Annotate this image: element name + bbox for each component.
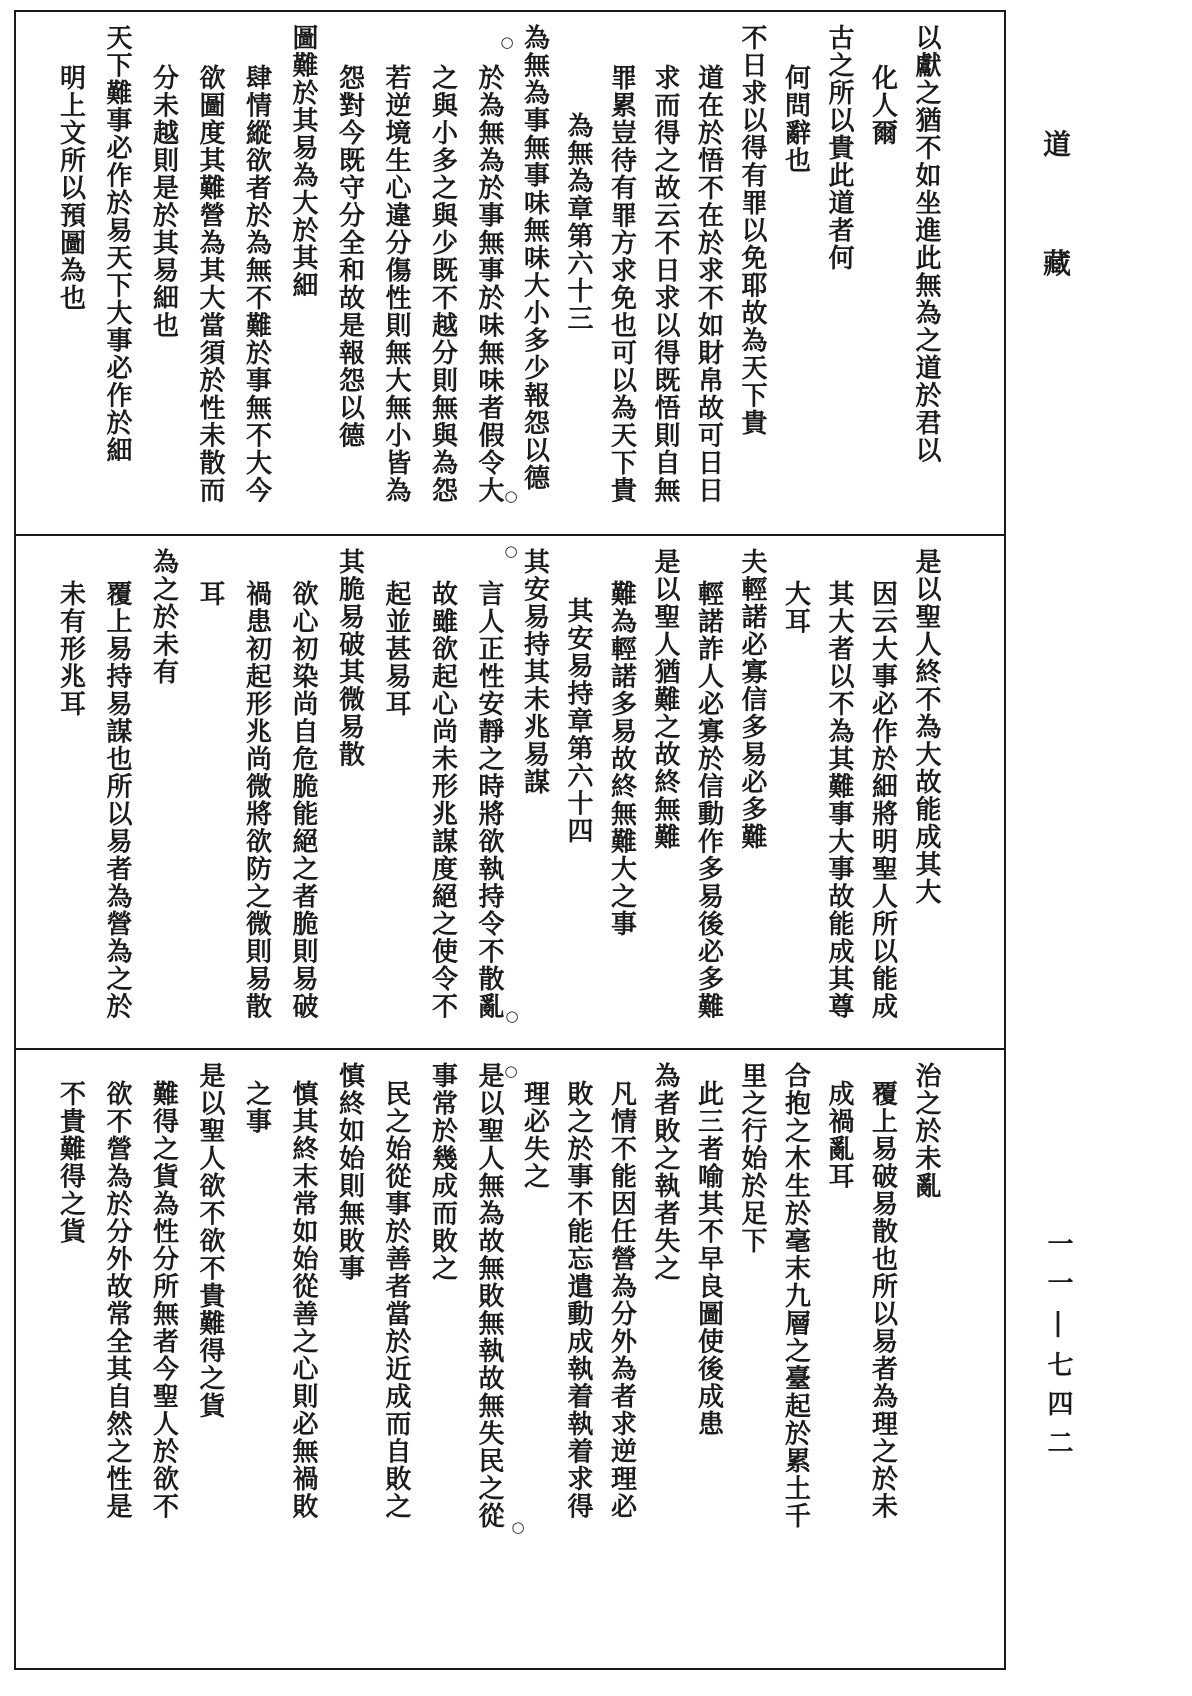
column-group: [47, 12, 947, 534]
text-column: 不貴難得之貨: [55, 1080, 86, 1245]
text-column: 成禍亂耳: [824, 1080, 854, 1190]
text-column: 於為無為於事無事於味無味者假令大: [474, 64, 504, 504]
text-column: 天下難事必作於易天下大事必作於細: [102, 24, 132, 464]
chapter-title: 其安易持章第六十四: [563, 597, 593, 845]
column-group: [47, 1050, 947, 1668]
text-column: 求而得之故云不日求以得既悟則自無: [650, 64, 680, 504]
text-column: 合抱之木生於毫末九層之臺起於累土千: [780, 1062, 811, 1530]
text-column: 大耳: [780, 580, 811, 635]
text-column: 其安易持其未兆易謀: [519, 548, 550, 796]
text-panel: [16, 536, 1004, 1050]
text-column: 覆上易持易謀也所以易者為營為之於: [102, 580, 132, 1020]
text-column: 欲不營為於分外故常全其自然之性是: [102, 1080, 132, 1520]
text-panel: [16, 1050, 1004, 1668]
text-column: 難為輕諾多易故終無難大之事: [606, 580, 637, 938]
text-column: 慎終如始則無敗事: [334, 1062, 365, 1282]
page-frame: [14, 10, 1006, 1670]
chapter-title: 為無為章第六十三: [563, 112, 593, 332]
text-column: 禍患初起形兆尚微將欲防之微則易散: [241, 580, 272, 1020]
column-group: [47, 536, 947, 1048]
text-column: 為之於未有: [148, 548, 179, 686]
text-column: 是以聖人終不為大故能成其大: [911, 548, 941, 906]
text-column: 起並甚易耳: [381, 580, 411, 718]
text-column: 難得之貨為性分所無者今聖人於欲不: [148, 1080, 179, 1520]
running-title-char: 藏: [1043, 247, 1072, 280]
text-column: 為者敗之執者失之: [650, 1062, 680, 1282]
text-column: 覆上易破易散也所以易者為理之於未: [867, 1080, 898, 1520]
text-column: 明上文所以預圖為也: [55, 64, 86, 312]
text-column: 欲圖度其難營為其大當須於性未散而: [195, 64, 225, 504]
text-column: 怨對今既守分全和故是報怨以德: [334, 64, 365, 449]
text-column: 圖難於其易為大於其細: [288, 24, 318, 299]
text-column: 因云大事必作於細將明聖人所以能成: [867, 580, 898, 1020]
circle-mark: ○: [504, 542, 518, 560]
text-column: 故雖欲起心尚未形兆謀度絕之使令不: [427, 580, 458, 1020]
text-column: 古之所以貴此道者何: [824, 24, 854, 272]
text-column: 此三者喻其不早良圖使後成患: [693, 1080, 724, 1438]
text-column: 事常於幾成而敗之: [427, 1062, 458, 1282]
text-column: 分未越則是於其易細也: [148, 64, 179, 339]
circle-mark: ○: [511, 1518, 525, 1536]
text-panel: [16, 12, 1004, 536]
text-column: 何問辭也: [780, 64, 811, 174]
text-column: 之與小多之與少既不越分則無與為怨: [427, 64, 458, 504]
text-column: 耳: [195, 580, 225, 608]
text-column: 以獻之猶不如坐進此無為之道於君以: [911, 24, 941, 464]
circle-mark: ○: [504, 1062, 518, 1080]
text-column: 夫輕諾必寡信多易必多難: [737, 548, 767, 851]
text-column: 民之始從事於善者當於近成而自敗之: [381, 1080, 411, 1520]
circle-mark: ○: [500, 33, 514, 51]
text-column: 其大者以不為其難事大事故能成其尊: [824, 580, 854, 1020]
text-column: 其脆易破其微易散: [334, 548, 365, 768]
text-column: 化人爾: [867, 64, 898, 147]
text-column: 慎其終末常如始從善之心則必無禍敗: [288, 1080, 318, 1520]
page-number: 一一|七四二: [1043, 1230, 1073, 1468]
text-column: 治之於未亂: [911, 1062, 941, 1200]
text-column: 肆情縱欲者於為無不難於事無不大今: [241, 64, 272, 504]
text-column: 之事: [241, 1080, 272, 1135]
text-column: 輕諾詐人必寡於信動作多易後必多難: [693, 580, 724, 1020]
text-column: 言人正性安靜之時將欲執持令不散亂: [474, 580, 504, 1020]
text-column: 里之行始於足下: [737, 1062, 767, 1255]
text-column: 不日求以得有罪以免耶故為天下貴: [737, 24, 767, 437]
text-column: 是以聖人猶難之故終無難: [650, 548, 680, 851]
text-column: 是以聖人欲不欲不貴難得之貨: [195, 1062, 225, 1420]
text-column: 凡情不能因任營為分外為者求逆理必: [606, 1080, 637, 1520]
text-column: 理必失之: [519, 1080, 550, 1190]
circle-mark: ○: [504, 487, 518, 505]
text-column: 為無為事無事味無味大小多少報怨以德: [519, 24, 550, 492]
circle-mark: ○: [505, 1007, 519, 1025]
text-column: 是以聖人無為故無敗無執故無失民之從: [474, 1062, 504, 1530]
text-column: 罪累豈待有罪方求免也可以為天下貴: [606, 64, 637, 504]
text-column: 敗之於事不能忘遣動成執着執着求得: [563, 1080, 593, 1520]
text-column: 未有形兆耳: [55, 580, 86, 718]
text-column: 欲心初染尚自危脆能絕之者脆則易破: [288, 580, 318, 1020]
text-column: 若逆境生心違分傷性則無大無小皆為: [381, 64, 411, 504]
running-title-char: 道: [1043, 128, 1072, 161]
text-column: 道在於悟不在於求不如財帛故可日日: [693, 64, 724, 504]
